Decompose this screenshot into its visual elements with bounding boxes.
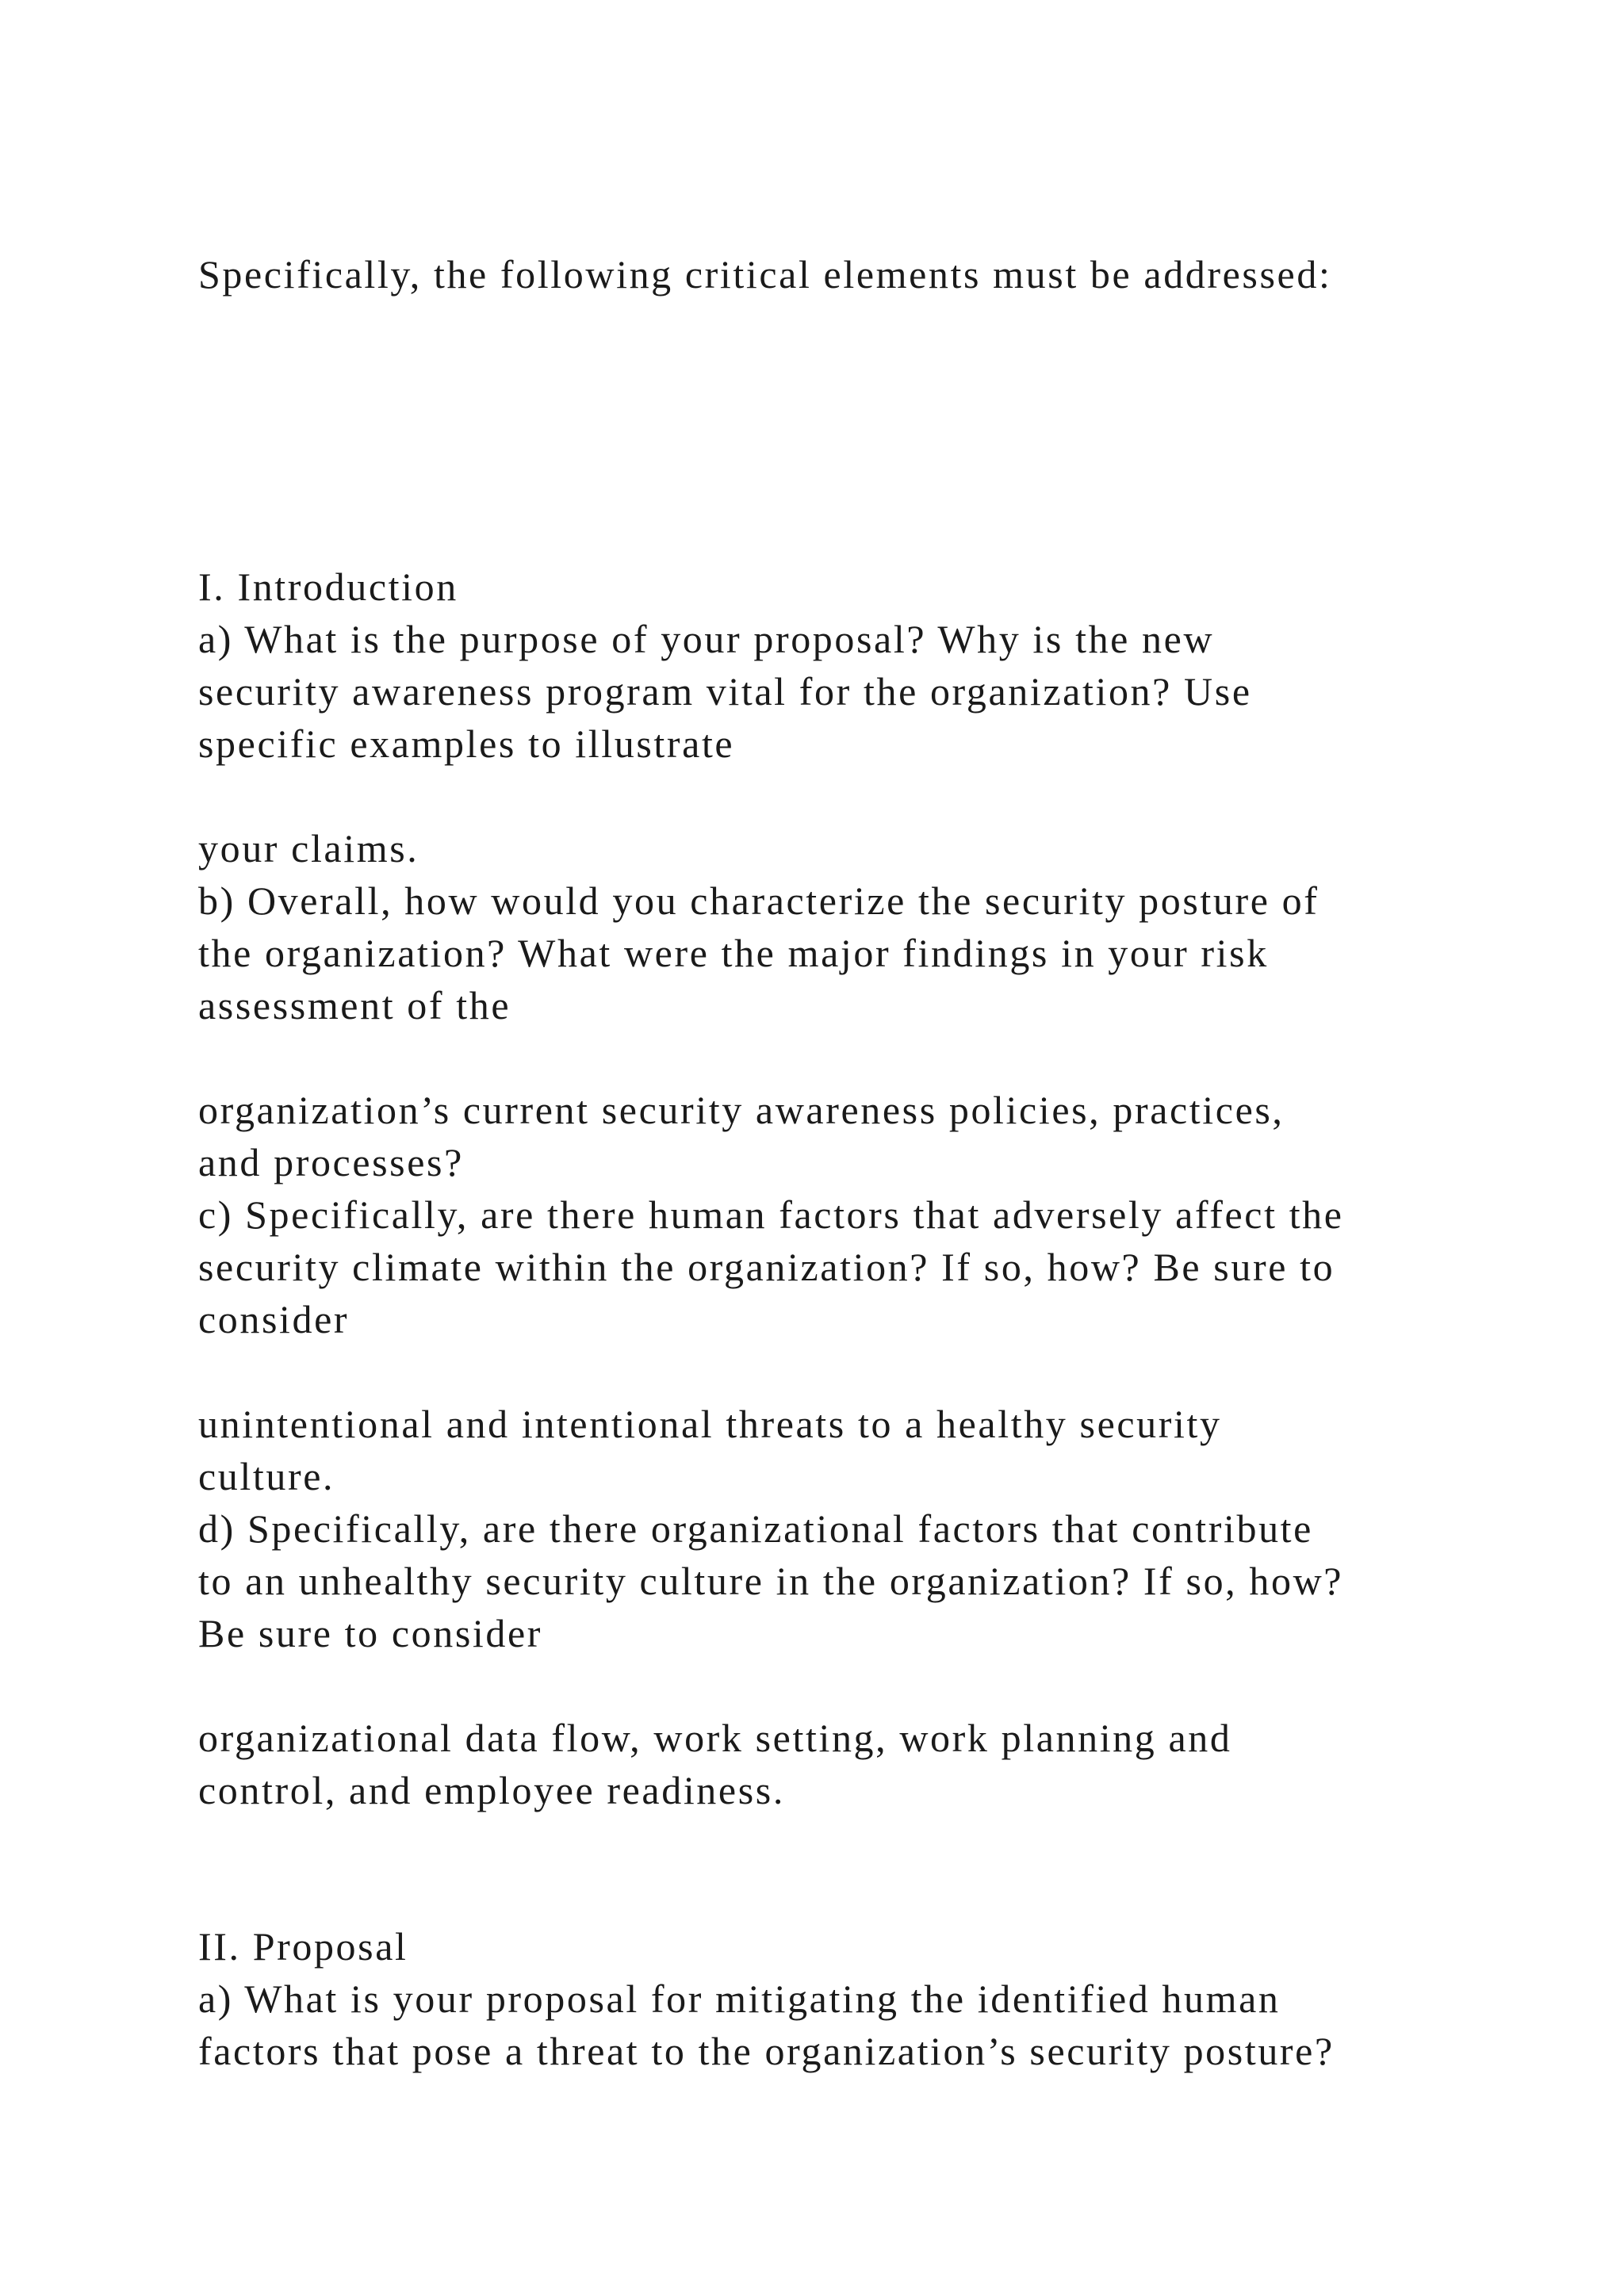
item-b-line-4: organization’s current security awareness policies, practices, bbox=[198, 1088, 1285, 1132]
item-d-line-2: to an unhealthy security culture in the organization? If so, how? bbox=[198, 1559, 1344, 1603]
item-d-line-3: Be sure to consider bbox=[198, 1611, 543, 1655]
item-c-line-3: consider bbox=[198, 1297, 350, 1341]
item-c-line-4: unintentional and intentional threats to a healthy security bbox=[198, 1402, 1222, 1446]
item-c-line-1: c) Specifically, are there human factors that adversely affect the bbox=[198, 1192, 1344, 1237]
item-a-line-2: security awareness program vital for the organization? Use bbox=[198, 669, 1252, 714]
item-b-line-1: b) Overall, how would you characterize the security posture of bbox=[198, 878, 1320, 923]
item-a-line-4: your claims. bbox=[198, 826, 419, 871]
section-2-heading: II. Proposal bbox=[198, 1924, 408, 1969]
item-d-line-1: d) Specifically, are there organizational factors that contribute bbox=[198, 1506, 1313, 1551]
proposal-a-line-2: factors that pose a threat to the organization’s security posture? bbox=[198, 2029, 1335, 2073]
item-d-line-5: control, and employee readiness. bbox=[198, 1768, 785, 1812]
item-d-line-4: organizational data flow, work setting, work planning and bbox=[198, 1716, 1232, 1760]
item-b-line-5: and processes? bbox=[198, 1140, 464, 1184]
item-a-line-3: specific examples to illustrate bbox=[198, 721, 735, 766]
intro-line: Specifically, the following critical elements must be addressed: bbox=[198, 252, 1332, 297]
item-a-line-1: a) What is the purpose of your proposal? Why is the new bbox=[198, 617, 1215, 661]
item-c-line-5: culture. bbox=[198, 1454, 335, 1498]
proposal-a-line-1: a) What is your proposal for mitigating the identified human bbox=[198, 1976, 1281, 2021]
item-c-line-2: security climate within the organization? If so, how? Be sure to bbox=[198, 1245, 1335, 1289]
item-b-line-2: the organization? What were the major findings in your risk bbox=[198, 931, 1269, 975]
item-b-line-3: assessment of the bbox=[198, 983, 511, 1027]
section-1-heading: I. Introduction bbox=[198, 564, 458, 609]
